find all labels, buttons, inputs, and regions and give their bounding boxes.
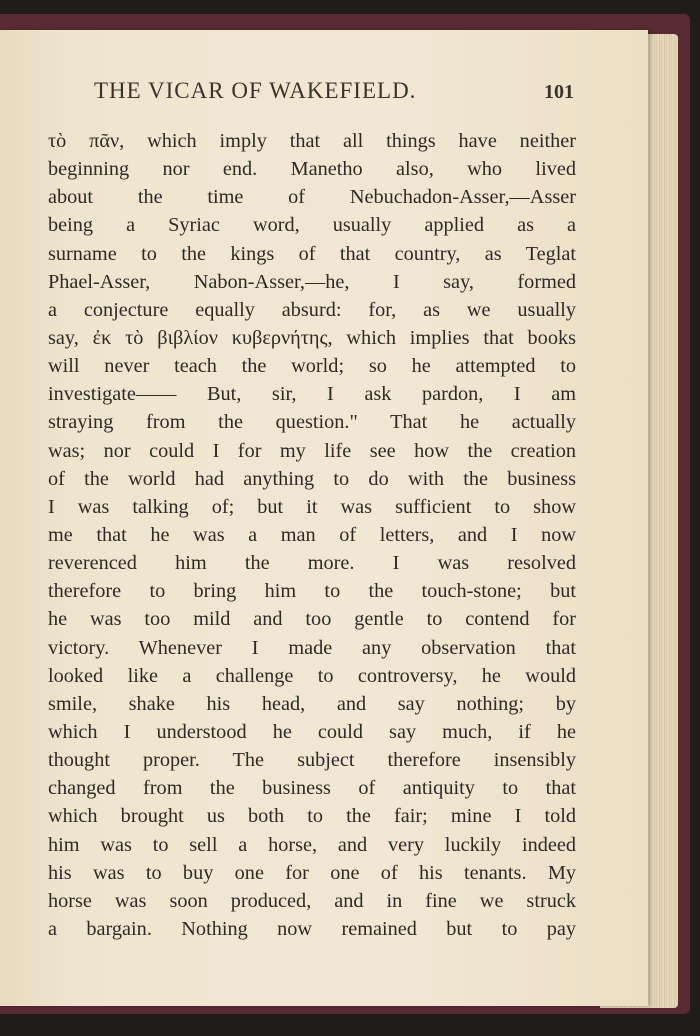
text-line: Phael-Asser, Nabon-Asser,—he, I say, formed [48,270,576,293]
text-line: thought proper. The subject therefore insensibly [48,749,576,772]
text-line: victory. Whenever I made any observation that [48,636,576,659]
text-line: he was too mild and too gentle to contend for [48,608,576,631]
text-line: investigate—— But, sir, I ask pardon, I am [48,383,576,406]
text-line: horse was soon produced, and in fine we struck [48,889,576,912]
text-line: reverenced him the more. I was resolved [48,552,576,575]
text-line: about the time of Nebuchadon-Asser,—Asser [48,186,576,209]
running-title: THE VICAR OF WAKEFIELD. [94,78,417,103]
text-line: will never teach the world; so he attempted to [48,355,576,378]
text-line: of the world had anything to do with the business [48,467,576,490]
text-line: a bargain. Nothing now remained but to pay [48,917,576,940]
text-line: I was talking of; but it was sufficient to show [48,495,576,518]
text-line: me that he was a man of letters, and I now [48,523,576,546]
text-line: straying from the question." That he actually [48,411,576,434]
text-line: which I understood he could say much, if he [48,720,576,743]
text-line: τὸ πᾶν, which imply that all things have neither [48,130,576,152]
text-line: his was to buy one for one of his tenants. My [48,861,576,884]
text-line: looked like a challenge to controversy, he would [48,664,576,687]
text-line: beginning nor end. Manetho also, who lived [48,158,576,181]
text-line: smile, shake his head, and say nothing; by [48,692,576,715]
book-page [0,30,648,1006]
page-number: 101 [544,81,574,103]
text-line: say, ἐκ τὸ βιβλίον κυβερνήτης, which implies that books [48,326,576,349]
text-line: changed from the business of antiquity to that [48,777,576,800]
text-line: being a Syriac word, usually applied as a [48,214,576,237]
text-line: surname to the kings of that country, as Teglat [48,242,576,265]
text-line: him was to sell a horse, and very luckily indeed [48,833,576,856]
text-line: therefore to bring him to the touch-stone; but [48,580,576,603]
text-line: was; nor could I for my life see how the creation [48,439,576,462]
text-line: which brought us both to the fair; mine I told [48,805,576,828]
text-line: a conjecture equally absurd: for, as we usually [48,298,576,321]
body-text [48,127,576,943]
